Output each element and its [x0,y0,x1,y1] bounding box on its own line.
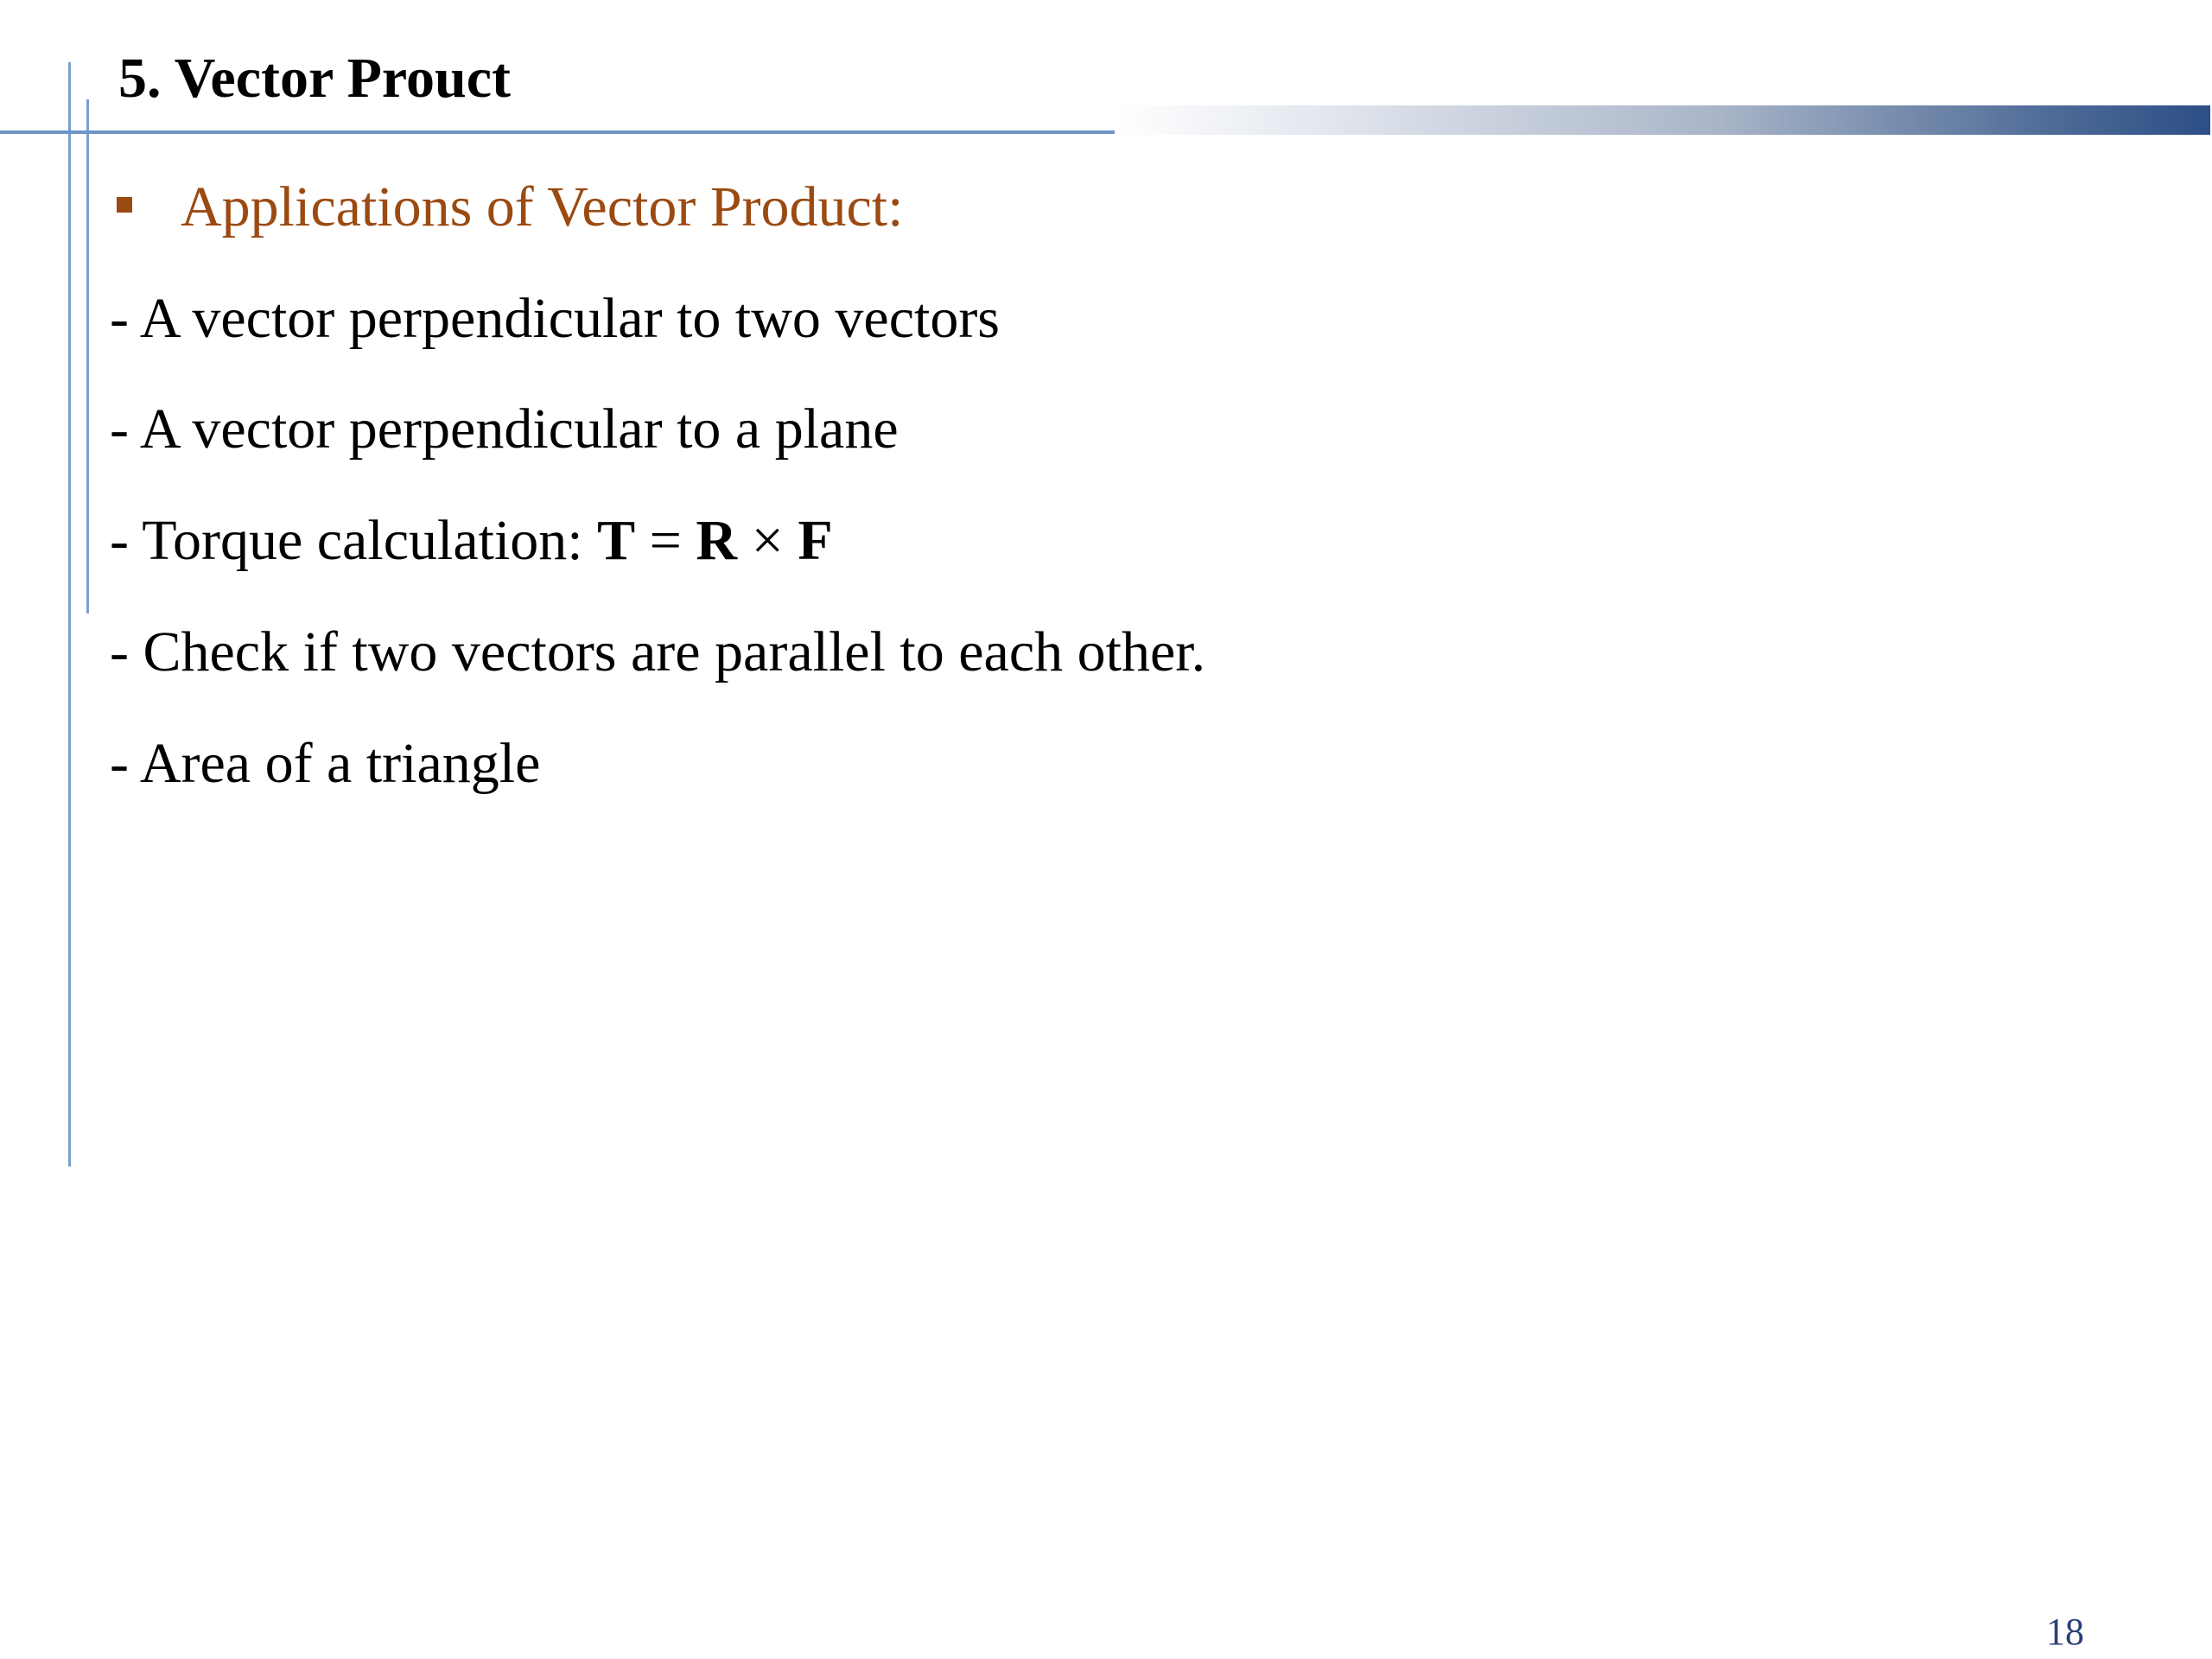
square-bullet-icon [117,197,132,213]
section-heading: Applications of Vector Product: [181,175,904,238]
equals-sign: = [635,509,696,572]
list-item: - A vector perpendicular to a plane [110,397,899,461]
title-gradient-bar [1115,105,2210,135]
torque-prefix: - Torque calculation: [110,509,598,572]
list-item: - A vector perpendicular to two vectors [110,287,1000,350]
left-accent-line-inner [86,99,89,613]
slide-title: 5. Vector Prouct [118,47,511,110]
list-item-torque [110,509,833,572]
cross-product-sign: × [737,509,798,572]
list-item: - Check if two vectors are parallel to each other. [110,620,1206,683]
page-number: 18 [2046,1611,2084,1653]
force-vector-symbol: F [798,509,833,572]
list-item: - Area of a triangle [110,732,541,795]
position-vector-symbol: R [696,509,738,572]
title-underline [0,130,1123,134]
torque-symbol: T [597,509,636,572]
left-accent-line-outer [68,62,71,1166]
